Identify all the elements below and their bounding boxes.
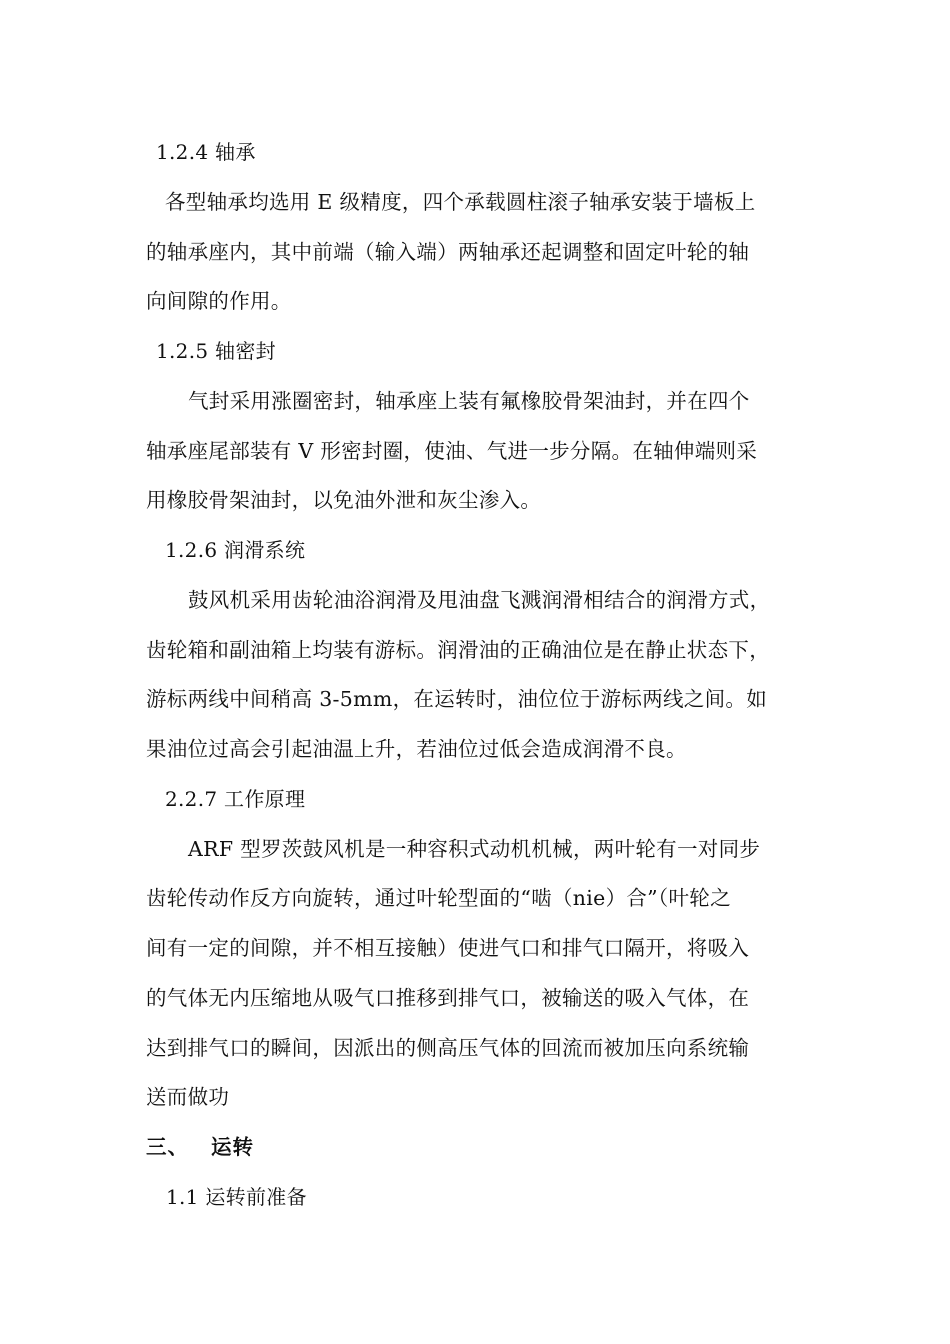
section-heading-working-principle: 2.2.7 工作原理 <box>165 787 306 811</box>
paragraph-line: 各型轴承均选用 E 级精度，四个承载圆柱滚子轴承安装于墙板上 <box>165 190 756 214</box>
paragraph-line: 齿轮传动作反方向旋转，通过叶轮型面的“啮（nie）合”（叶轮之 <box>146 886 731 910</box>
paragraph-line: 鼓风机采用齿轮油浴润滑及甩油盘飞溅润滑相结合的润滑方式， <box>188 588 771 612</box>
paragraph-line: 轴承座尾部装有 V 形密封圈，使油、气进一步分隔。在轴伸端则采 <box>146 439 758 463</box>
paragraph-line: ARF 型罗茨鼓风机是一种容积式动机机械，两叶轮有一对同步 <box>188 837 761 861</box>
chapter-title: 运转 <box>211 1135 254 1159</box>
subsection-heading: 1.1 运转前准备 <box>166 1185 307 1209</box>
section-heading-lubrication: 1.2.6 润滑系统 <box>165 538 306 562</box>
paragraph-line: 间有一定的间隙，并不相互接触）使进气口和排气口隔开，将吸入 <box>146 936 750 960</box>
chapter-number: 三、 <box>146 1135 189 1159</box>
paragraph-line: 齿轮箱和副油箱上均装有游标。润滑油的正确油位是在静止状态下， <box>146 638 770 662</box>
paragraph-line: 用橡胶骨架油封，以免油外泄和灰尘渗入。 <box>146 488 542 512</box>
paragraph-line: 的气体无内压缩地从吸气口推移到排气口，被输送的吸入气体，在 <box>146 986 750 1010</box>
paragraph-line: 送而做功 <box>146 1085 230 1109</box>
paragraph-line: 果油位过高会引起油温上升，若油位过低会造成润滑不良。 <box>146 737 687 761</box>
paragraph-line: 的轴承座内，其中前端（输入端）两轴承还起调整和固定叶轮的轴 <box>146 240 750 264</box>
paragraph-line: 达到排气口的瞬间，因派出的侧高压气体的回流而被加压向系统输 <box>146 1036 750 1060</box>
paragraph-line: 游标两线中间稍高 3-5mm，在运转时，油位位于游标两线之间。如 <box>146 687 768 711</box>
paragraph-line: 向间隙的作用。 <box>146 289 292 313</box>
section-heading-shaft-seal: 1.2.5 轴密封 <box>156 339 276 363</box>
paragraph-line: 气封采用涨圈密封，轴承座上装有氟橡胶骨架油封，并在四个 <box>188 389 750 413</box>
section-heading-bearing: 1.2.4 轴承 <box>156 140 256 164</box>
